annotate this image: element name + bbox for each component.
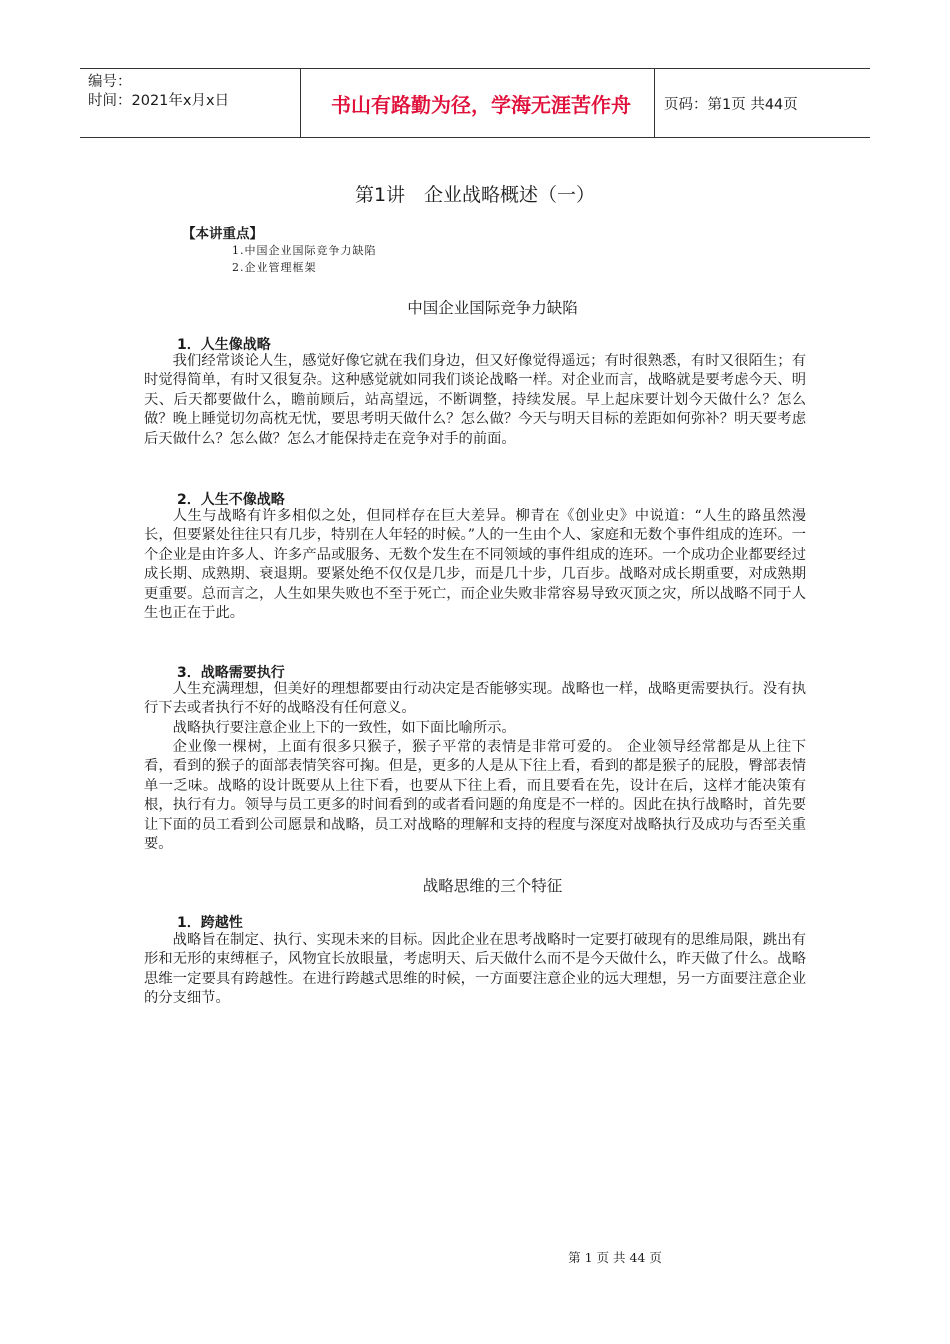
- section-heading: 战略思维的三个特征: [422, 877, 563, 895]
- body-paragraph: 企业像一棵树，上面有很多只猴子，猴子平常的表情是非常可爱的。 企业领导经常都是从上往下看，看到的猴子的面部表情笑容可掬。但是，更多的人是从下往上看，看到的都是猴子的屁股，臀部表情单一乏味。战略的设计既要从上往下看，也要从下往上看，而且要看在先，设计在后，这样才能决策有根，执行有力。领导与员工更多的时间看到的或者看问题的角度是不一样的。因此在执行战略时，首先要让下面的员工看到公司愿景和战略，员工对战略的理解和支持的程度与深度对战略执行及成功与否至关重要。: [144, 739, 806, 853]
- subsection-heading: 2．人生不像战略: [177, 492, 285, 508]
- body-paragraph: 人生与战略有许多相似之处，但同样存在巨大差异。柳青在《创业史》中说道：“人生的路虽然漫长，但要紧处往往只有几步，特别在人年轻的时候。”人的一生由个人、家庭和无数个事件组成的连环。一个企业是由许多人、许多产品或服务、无数个发生在不同领域的事件组成的连环。一个成功企业都要经过成长期、成熟期、衰退期。要紧处绝不仅仅是几步，而是几十步，几百步。战略对成长期重要，对成熟期更重要。总而言之，人生如果失败也不至于死亡，而企业失败非常容易导致灭顶之灾，所以战略不同于人生也正在于此。: [144, 508, 806, 622]
- body-paragraph: 人生充满理想，但美好的理想都要由行动决定是否能够实现。战略也一样，战略更需要执行。没有执行下去或者执行不好的战略没有任何意义。: [144, 681, 806, 717]
- body-paragraph: 我们经常谈论人生，感觉好像它就在我们身边，但又好像觉得遥远；有时很熟悉，有时又很陌生；有时觉得简单，有时又很复杂。这种感觉就如同我们谈论战略一样。对企业而言，战略就是要考虑今天、明天、后天都要做什么，瞻前顾后，站高望远，不断调整，持续发展。早上起床要计划今天做什么？怎么做？晚上睡觉切勿高枕无忧，要思考明天做什么？怎么做？今天与明天目标的差距如何弥补？明天要考虑后天做什么？怎么做？怎么才能保持走在竞争对手的前面。: [144, 353, 806, 447]
- header-page-info: 页码：第1页 共44页: [664, 96, 798, 113]
- page-header: [80, 68, 870, 138]
- key-points-heading: 【本讲重点】: [182, 226, 263, 242]
- body-paragraph: 战略旨在制定、执行、实现未来的目标。因此企业在思考战略时一定要打破现有的思维局限，跳出有形和无形的束缚框子，风物宜长放眼量，考虑明天、后天做什么而不是今天做什么，昨天做了什么。战略思维一定要具有跨越性。在进行跨越式思维的时候，一方面要注意企业的远大理想，另一方面要注意企业的分支细节。: [144, 932, 806, 1007]
- key-point-item: 1.中国企业国际竞争力缺陷: [232, 244, 377, 257]
- page-footer: 第 1 页 共 44 页: [568, 1250, 662, 1265]
- time-label: 时间：2021年x月x日: [88, 93, 230, 109]
- header-motto: 书山有路勤为径，学海无涯苦作舟: [331, 92, 631, 117]
- body-paragraph: 战略执行要注意企业上下的一致性，如下面比喻所示。: [172, 720, 516, 736]
- header-divider: [654, 69, 655, 137]
- header-meta: [88, 73, 229, 111]
- lecture-title: 第1讲 企业战略概述（一）: [354, 184, 596, 206]
- number-label: 编号：: [88, 74, 132, 90]
- header-divider: [300, 69, 301, 137]
- subsection-heading: 1．跨越性: [177, 915, 243, 931]
- section-heading: 中国企业国际竞争力缺陷: [407, 299, 578, 317]
- key-point-item: 2.企业管理框架: [232, 261, 317, 274]
- subsection-heading: 3．战略需要执行: [177, 665, 285, 681]
- subsection-heading: 1．人生像战略: [177, 337, 271, 353]
